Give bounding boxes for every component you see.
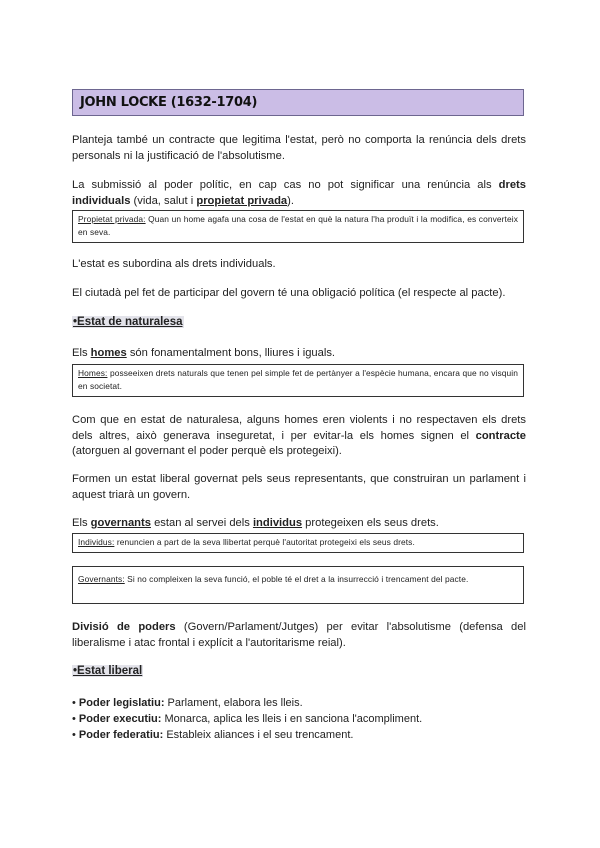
p8-individus: individus (252, 517, 303, 529)
paragraph-state-subordinate: L'estat es subordina als drets individuals. (72, 258, 276, 270)
p5-text-c: són fonamentalment bons, lliures i iguals. (126, 347, 336, 359)
heading-state-of-nature: •Estat de naturalesa (73, 316, 183, 328)
p8-governants: governants (90, 517, 151, 529)
list-item-executive: • Poder executiu: Monarca, aplica les lleis i en sanciona l'acompliment. (72, 713, 423, 725)
paragraph-submission (72, 178, 526, 209)
p5-men: homes (90, 347, 127, 359)
p9-text-b: (Govern/Parlament/Jutges) per evitar l'absolutisme (defensa del liberalisme i atac frontal i explícit a l'autoritarisme reial). (72, 621, 526, 649)
list-item-legislative: • Poder legislatiu: Parlament, elabora les lleis. (72, 697, 303, 709)
paragraph-men (72, 346, 526, 362)
paragraph-division-of-powers (72, 620, 526, 651)
p2-text-e: ). (287, 194, 294, 207)
heading-liberal-state: •Estat liberal (73, 665, 143, 677)
p6-text-c: (atorguen al governant el poder perquè els protegeixi). (72, 445, 342, 457)
list-item-term: Poder legislatiu: (78, 697, 165, 709)
paragraph-liberal-state: Formen un estat liberal governat pels seus representants, que construiran un parlament i aquest triarà un govern. (72, 473, 526, 501)
p8-text-e: protegeixen els seus drets. (302, 517, 439, 529)
page-title: JOHN LOCKE (1632-1704) (80, 95, 258, 110)
definition-box-men (72, 364, 524, 397)
box4-text: Si no compleixen la seva funció, el poble té el dret a la insurrecció i trencament del pacte. (124, 574, 469, 584)
p6-text-a: Com que en estat de naturalesa, alguns homes eren violents i no respectaven els drets dels altres, això generava inseguretat, i per evitar-la els homes signen el (72, 414, 526, 442)
p2-text-c: (vida, salut i (130, 194, 197, 207)
paragraph-citizen: El ciutadà pel fet de participar del govern té una obligació política (el respecte al pacte). (72, 287, 506, 299)
box2-text: posseeixen drets naturals que tenen pel simple fet de pertànyer a l'espècie humana, encara que no visquin en societat. (78, 368, 518, 391)
p5-text-a: Els (72, 347, 91, 359)
paragraph-governants (72, 516, 526, 532)
list-item-text: Estableix aliances i el seu trencament. (163, 729, 354, 741)
list-item-text: Parlament, elabora les lleis. (164, 697, 303, 709)
box2-term: Homes: (78, 368, 108, 378)
definition-box-individuals (72, 533, 524, 553)
definition-box-governants (72, 566, 524, 604)
paragraph-contract: Planteja també un contracte que legitima l'estat, però no comporta la renúncia dels drets personals ni la justificació de l'absolutisme. (72, 134, 526, 162)
p2-private-property: propietat privada (196, 194, 288, 207)
box4-term: Governants: (78, 574, 125, 584)
list-item-federative: • Poder federatiu: Estableix aliances i el seu trencament. (72, 729, 354, 741)
definition-box-private-property (72, 210, 524, 243)
box3-term: Individus: (78, 537, 115, 547)
list-item-text: Monarca, aplica les lleis i en sanciona l'acompliment. (161, 713, 423, 725)
p8-text-a: Els (72, 517, 91, 529)
p2-text-a: La submissió al poder polític, en cap cas no pot significar una renúncia als (72, 179, 499, 191)
list-item-term: Poder federatiu: (78, 729, 164, 741)
box3-text: renuncien a part de la seva llibertat perquè l'autoritat protegeixi els seus drets. (114, 537, 415, 547)
p9-division: Divisió de poders (72, 621, 176, 633)
box1-term: Propietat privada: (78, 214, 146, 224)
title-box (72, 89, 524, 116)
p6-contract: contracte (475, 429, 526, 442)
paragraph-violence (72, 413, 526, 460)
list-item-term: Poder executiu: (78, 713, 162, 725)
box1-text: Quan un home agafa una cosa de l'estat en què la natura l'ha produït i la modifica, es converteix en seva. (78, 214, 518, 237)
p2-individual-rights: drets individuals (72, 179, 526, 207)
p8-text-c: estan al servei dels (150, 517, 253, 529)
